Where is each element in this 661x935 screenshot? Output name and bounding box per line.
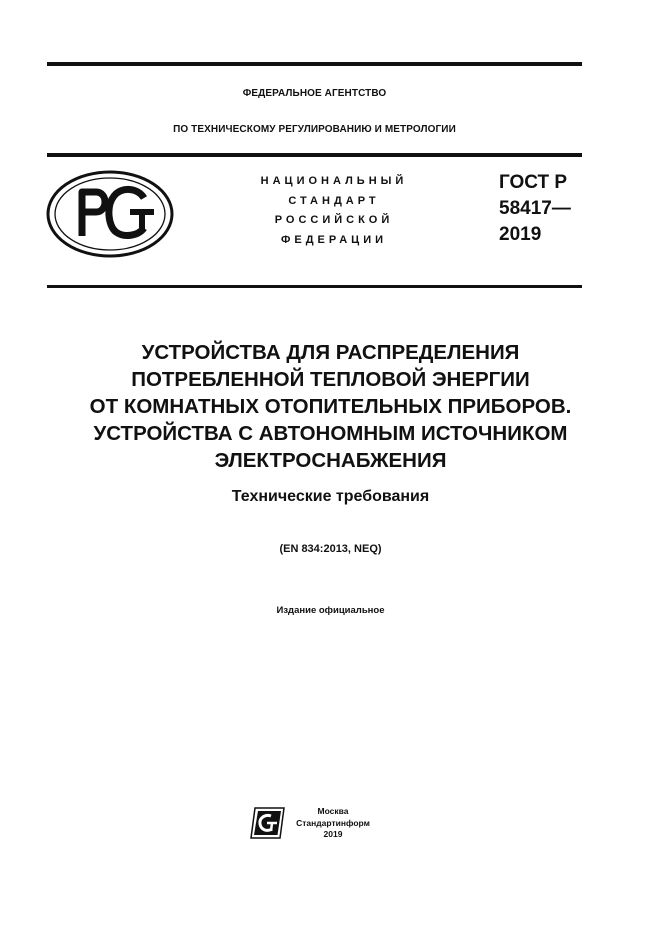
document-subtitle: Технические требования	[231, 488, 430, 505]
edition-note: Издание официальное	[276, 605, 385, 616]
title-line: ЭЛЕКТРОСНАБЖЕНИЯ	[214, 449, 447, 472]
lower-rule	[47, 285, 582, 288]
agency-line-1: ФЕДЕРАЛЬНОЕ АГЕНТСТВО	[242, 88, 387, 99]
standard-type-line: РОССИЙСКОЙ	[274, 214, 394, 226]
en-reference: (EN 834:2013, NEQ)	[279, 543, 382, 555]
middle-rule	[47, 153, 582, 157]
rst-seal-icon	[46, 170, 174, 258]
designation-line-1: ГОСТ Р	[499, 172, 568, 193]
document-title	[47, 339, 614, 474]
title-line: ОТ КОМНАТНЫХ ОТОПИТЕЛЬНЫХ ПРИБОРОВ.	[89, 395, 572, 418]
title-line: ПОТРЕБЛЕННОЙ ТЕПЛОВОЙ ЭНЕРГИИ	[131, 368, 530, 391]
publisher-name: Стандартинформ	[296, 817, 370, 828]
top-rule	[47, 62, 582, 66]
designation-line-2: 58417—	[499, 198, 571, 219]
standard-designation	[499, 170, 571, 248]
standard-type-line: СТАНДАРТ	[288, 194, 380, 207]
standard-type-line: НАЦИОНАЛЬНЫЙ	[260, 175, 408, 187]
standartinform-logo-icon	[249, 806, 286, 840]
title-line: УСТРОЙСТВА ДЛЯ РАСПРЕДЕЛЕНИЯ	[141, 341, 520, 364]
agency-line-2: ПО ТЕХНИЧЕСКОМУ РЕГУЛИРОВАНИЮ И МЕТРОЛОГИИ	[173, 124, 456, 135]
title-line: УСТРОЙСТВА С АВТОНОМНЫМ ИСТОЧНИКОМ	[93, 422, 568, 445]
publisher-city: Москва	[317, 806, 349, 816]
standard-type	[234, 172, 434, 250]
publisher-block	[290, 806, 376, 841]
publisher-year: 2019	[323, 829, 343, 839]
standard-type-line: ФЕДЕРАЦИИ	[280, 233, 388, 246]
designation-line-3: 2019	[499, 224, 542, 245]
